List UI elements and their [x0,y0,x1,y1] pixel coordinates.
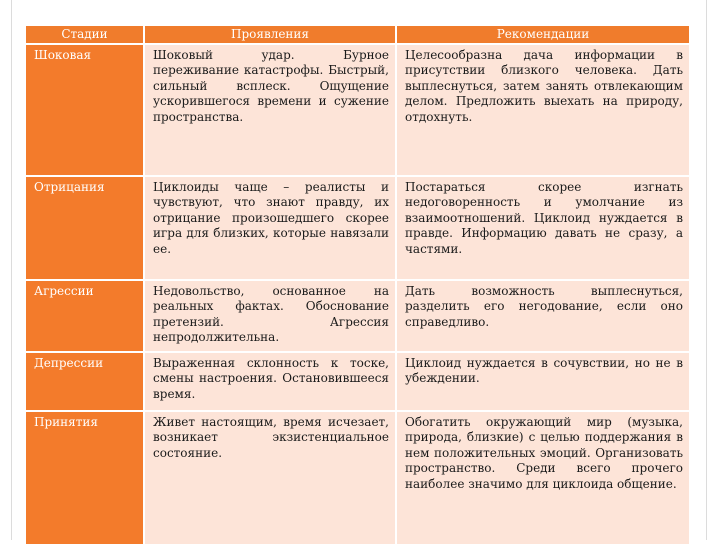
stages-table [26,26,691,546]
table-row [26,352,690,411]
table-row [26,280,690,352]
recommendation-cell: Циклоид нуждается в сочувствии, но не в убеждении. [396,352,690,411]
header-stages: Стадии [26,26,144,44]
manifestation-cell: Шоковый удар. Бурное переживание катастрофы. Быстрый, сильный всплеск. Ощущение ускорившегося времени и сужение пространства. [144,44,396,176]
stage-cell: Депрессии [26,352,144,411]
table-row [26,411,690,545]
stage-cell: Отрицания [26,176,144,280]
stage-cell: Шоковая [26,44,144,176]
header-recommendations: Рекомендации [396,26,690,44]
table-row [26,176,690,280]
stage-cell: Принятия [26,411,144,545]
manifestation-cell: Недовольство, основанное на реальных фактах. Обоснование претензий. Агрессия непродолжительна. [144,280,396,352]
table-row [26,44,690,176]
stage-cell: Агрессии [26,280,144,352]
manifestation-cell: Циклоиды чаще – реалисты и чувствуют, что знают правду, их отрицание произошедшего скорее игра для близких, которые навязали ее. [144,176,396,280]
recommendation-cell: Дать возможность выплеснуться, разделить его негодование, если оно справедливо. [396,280,690,352]
manifestation-cell: Выраженная склонность к тоске, смены настроения. Остановившееся время. [144,352,396,411]
header-manifestations: Проявления [144,26,396,44]
frame-line-left [11,0,12,540]
recommendation-cell: Постараться скорее изгнать недоговоренность и умолчание из взаимоотношений. Циклоид нуждается в правде. Информацию давать не сразу, а частями. [396,176,690,280]
recommendation-cell: Целесообразна дача информации в присутствии близкого человека. Дать выплеснуться, затем занять отвлекающим делом. Предложить выехать на природу, отдохнуть. [396,44,690,176]
manifestation-cell: Живет настоящим, время исчезает, возникает экзистенциальное состояние. [144,411,396,545]
recommendation-cell: Обогатить окружающий мир (музыка, природа, близкие) с целью поддержания в нем положительных эмоций. Организовать пространство. Среди всего прочего наиболее значимо для циклоида общение. [396,411,690,545]
frame-line-right [706,0,707,540]
table-header-row [26,26,690,44]
